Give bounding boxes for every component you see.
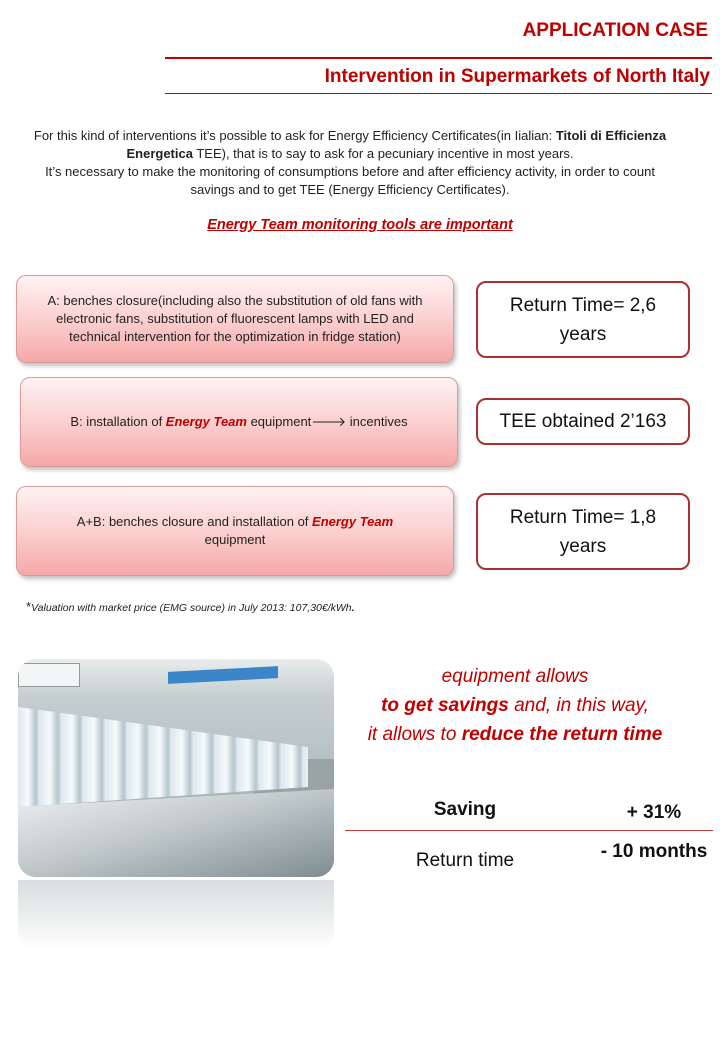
case-ab-result-text: Return Time= 1,8 years [509,506,657,557]
case-ab-post: equipment [204,532,266,547]
case-b-result-text: TEE obtained 2’163 [499,411,667,432]
claim-line3-bold: reduce the return time [461,724,663,745]
case-ab-result [476,493,690,570]
footnote-dot: . [351,602,355,614]
case-b-content [70,413,407,431]
case-b-pre: B: installation of [70,414,166,429]
case-b-brand: Energy Team [165,414,247,429]
photo-sign [18,663,80,687]
case-ab-content [77,513,393,549]
case-ab-box [16,486,454,576]
case-a-box [16,275,454,363]
saving-value: + 31% [626,802,682,823]
table-row [345,838,713,898]
case-ab-pre: A+B: benches closure and installation of [76,514,313,529]
claim-line3-pre: it allows to [367,724,462,745]
case-a-text: A: benches closure(including also the substitution of old fans with electronic fans, substitution of fluorescent lamps with LED and technical intervention for the optimization in fridge station) [47,293,423,344]
table-divider [345,830,713,831]
footnote-star: * [26,599,32,614]
intro-line1-bold: Titoli di Efficienza Energetica [126,128,667,161]
table-row [345,799,713,827]
intro-line1-post: TEE), that is to say to ask for a pecuniary incentive in most years. [192,146,574,161]
intro-line1-pre: For this kind of interventions it’s possible to ask for Energy Efficiency Certificates(in Iialian: [33,128,556,143]
intro-paragraph [30,127,670,199]
case-ab-brand: Energy Team [312,514,394,529]
return-time-value: - 10 months [600,841,708,862]
intro-line2: It’s necessary to make the monitoring of consumptions before and after efficiency activity, in order to count savings and to get TEE (Energy Efficiency Certificates). [45,164,655,197]
case-a-result-text: Return Time= 2,6 years [509,294,657,345]
benefit-claim [340,662,690,749]
title-divider [165,57,712,59]
valuation-footnote [26,599,355,614]
page-title: APPLICATION CASE [522,20,708,41]
saving-label: Saving [433,799,497,820]
case-b-post: equipment [246,414,312,429]
subtitle-divider [165,93,712,94]
arrow-right-icon: 🡒 [311,414,347,429]
footnote-text: Valuation with market price (EMG source) in July 2013: 107,30€/kWh [31,602,352,614]
page-subtitle: Intervention in Supermarkets of North Italy [324,66,710,87]
case-b-post2: incentives [346,414,408,429]
case-b-result [476,398,690,445]
supermarket-photo [18,659,334,877]
claim-line2-bold: to get savings [381,695,509,716]
return-time-label: Return time [415,850,515,871]
claim-line1: equipment allows [441,666,589,687]
case-b-box [20,377,458,467]
case-a-result [476,281,690,358]
claim-line2-rest: and, in this way, [508,695,649,716]
photo-reflection [18,880,334,950]
tools-highlight: Energy Team monitoring tools are important [207,217,513,233]
